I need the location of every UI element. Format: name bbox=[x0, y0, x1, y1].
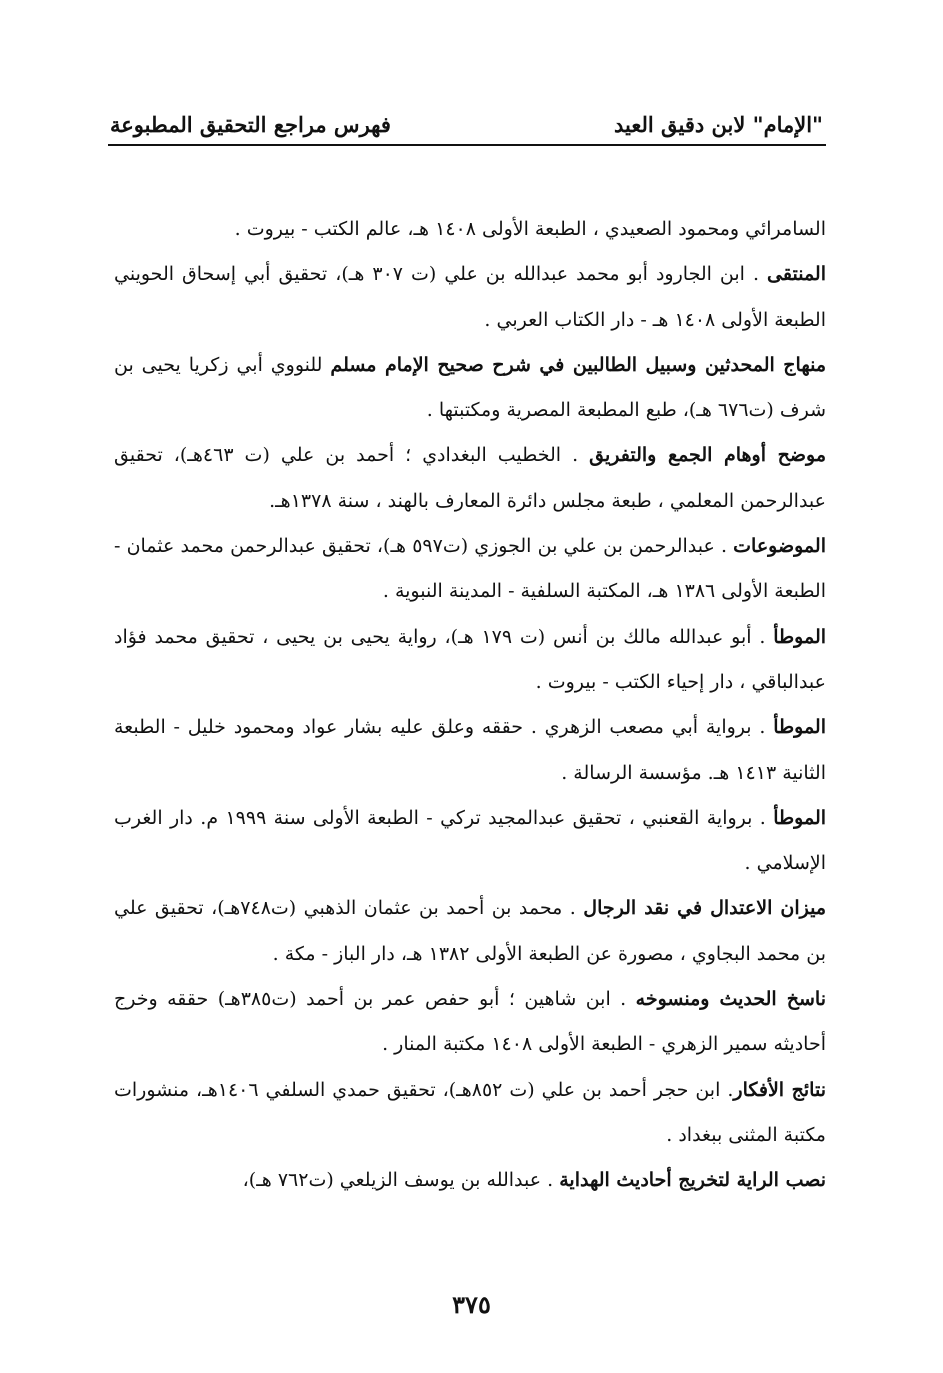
bibliography-entry bbox=[114, 1158, 826, 1203]
entry-title: منهاج المحدثين وسبيل الطالبين في شرح صحيح الإمام مسلم bbox=[330, 353, 827, 376]
entry-text: السامرائي ومحمود الصعيدي ، الطبعة الأولى ١٤٠٨ هـ، عالم الكتب - بيروت . bbox=[234, 218, 826, 240]
entry-title: ناسخ الحديث ومنسوخه bbox=[635, 988, 826, 1011]
entry-title: المنتقى bbox=[767, 263, 826, 286]
entry-text: . برواية القعنبي ، تحقيق عبدالمجيد تركي - الطبعة الأولى سنة ١٩٩٩ م. دار الغرب الإسلامي . bbox=[114, 806, 826, 875]
bibliography-entry bbox=[114, 977, 826, 1068]
entry-text: . عبدالله بن يوسف الزيلعي (ت٧٦٢ هـ)، bbox=[242, 1169, 560, 1192]
page-number: ٣٧٥ bbox=[452, 1290, 491, 1319]
entry-text: . الخطيب البغدادي ؛ أحمد بن علي (ت ٤٦٣هـ)، تحقيق عبدالرحمن المعلمي ، طبعة مجلس دائرة المعارف بالهند ، سنة ١٣٧٨هـ. bbox=[114, 444, 826, 512]
entry-title: الموطأ bbox=[773, 625, 827, 648]
running-header bbox=[110, 108, 823, 144]
entry-title: ميزان الاعتدال في نقد الرجال bbox=[583, 897, 827, 920]
bibliography-entry bbox=[114, 1068, 826, 1159]
bibliography-list bbox=[114, 207, 826, 1204]
bibliography-entry bbox=[114, 207, 826, 252]
bibliography-entry bbox=[114, 615, 826, 706]
entry-title: نتائج الأفكار bbox=[733, 1078, 826, 1101]
bibliography-entry bbox=[114, 886, 826, 977]
entry-title: الموضوعات bbox=[733, 535, 826, 558]
entry-title: موضح أوهام الجمع والتفريق bbox=[589, 444, 826, 467]
bibliography-entry bbox=[114, 433, 826, 524]
bibliography-entry bbox=[114, 705, 826, 796]
bibliography-entry bbox=[114, 524, 826, 615]
section-title: فهرس مراجع التحقيق المطبوعة bbox=[110, 112, 391, 137]
entry-text: . أبو عبدالله مالك بن أنس (ت ١٧٩ هـ)، رواية يحيى بن يحيى ، تحقيق محمد فؤاد عبدالباقي ، دار إحياء الكتب - بيروت . bbox=[114, 625, 826, 693]
bibliography-entry bbox=[114, 796, 826, 887]
bibliography-entry bbox=[114, 252, 826, 343]
entry-title: الموطأ bbox=[773, 716, 826, 739]
book-title: "الإمام" لابن دقيق العيد bbox=[613, 112, 823, 137]
entry-text: . ابن شاهين ؛ أبو حفص عمر بن أحمد (ت٣٨٥هـ) حققه وخرج أحاديثه سمير الزهري - الطبعة الأولى ١٤٠٨ مكتبة المنار . bbox=[114, 988, 826, 1056]
header-divider bbox=[108, 144, 826, 146]
entry-text: . ابن حجر أحمد بن علي (ت ٨٥٢هـ)، تحقيق حمدي السلفي ١٤٠٦هـ، منشورات مكتبة المثنى ببغداد . bbox=[114, 1078, 826, 1146]
entry-text: . محمد بن أحمد بن عثمان الذهبي (ت٧٤٨هـ)، تحقيق علي بن محمد البجاوي ، مصورة عن الطبعة الأولى ١٣٨٢ هـ، دار الباز - مكة . bbox=[114, 897, 826, 965]
entry-text: . ابن الجارود أبو محمد عبدالله بن علي (ت ٣٠٧ هـ)، تحقيق أبي إسحاق الحويني الطبعة الأولى ١٤٠٨ هـ - دار الكتاب العربي . bbox=[114, 263, 826, 331]
entry-title: الموطأ bbox=[773, 806, 827, 829]
entry-text: للنووي أبي زكريا يحيى بن شرف (ت٦٧٦ هـ)، طبع المطبعة المصرية ومكتبتها . bbox=[114, 353, 826, 422]
entry-text: . عبدالرحمن بن علي بن الجوزي (ت٥٩٧ هـ)، تحقيق عبدالرحمن محمد عثمان - الطبعة الأولى ١٣٨٦ هـ، المكتبة السلفية - المدينة النبوية . bbox=[114, 535, 826, 603]
entry-text: . برواية أبي مصعب الزهري . حققه وعلق عليه بشار عواد ومحمود خليل - الطبعة الثانية ١٤١٣ هـ. مؤسسة الرسالة . bbox=[114, 716, 826, 784]
bibliography-entry bbox=[114, 343, 826, 434]
entry-title: نصب الراية لتخريج أحاديث الهداية bbox=[559, 1169, 826, 1192]
